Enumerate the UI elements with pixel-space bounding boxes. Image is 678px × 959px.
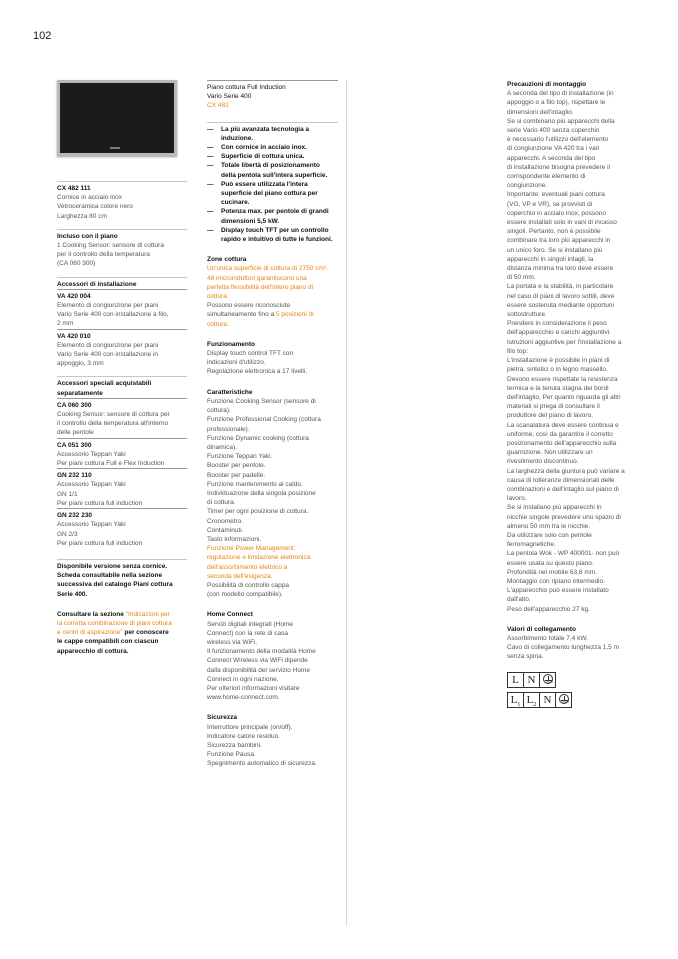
frameless-note: Disponibile versione senza cornice. Scheda consultabile nella sezione successiva del catalogo Piani cottura Serie 400.: [57, 562, 173, 598]
note-text: Consultare la sezione: [57, 610, 126, 618]
accessory-code: VA 420 004: [57, 292, 91, 300]
accessory-code: CA 051 300: [57, 441, 92, 449]
cooktop-image: [57, 80, 177, 156]
two-phase-symbol: $L_1$ $L_2$ N: [507, 692, 572, 708]
model-code: CX 482 111: [57, 185, 91, 192]
connection-text: Assorbimento totale 7,4 kW. Cavo di collegamento lunghezza 1,5 m senza spina.: [507, 634, 620, 661]
middle-column: [207, 80, 338, 769]
left-column: [57, 80, 187, 656]
operation-title: Funzionamento: [207, 340, 256, 348]
model-description: Cornice in acciaio inox Vetroceramica colore nero Larghezza 80 cm: [57, 194, 133, 220]
accessory-description: Accessorio Teppan Yaki GN 1/1 Per piani cottura full induction: [57, 481, 143, 507]
list-item: — Display touch TFT per un controllo rapido e intuitivo di tutte le funzioni.: [207, 226, 333, 244]
list-item: — Potenza max. per pentole di grandi dimensioni 5,5 kW.: [207, 208, 329, 225]
accessory-code: GN 232 230: [57, 512, 93, 520]
safety-title: Sicurezza: [207, 714, 237, 722]
zones-highlight: Un'unica superficie di cottura di 2750 cm². 48 microinduttori garantiscono una perfetta flessibilità dell'intero piano di cottura.: [207, 265, 328, 301]
home-connect-text: Servizi digitali integrati (Home Connect) con la rete di casa wireless via WiFi. Il funzionamento della modalità Home Connect Wireless via WiFi dipende dalla disponibilità del servizio Home Connect in ogni nazione. Per ulteriori informazioni visitare www.home-connect.com.: [207, 620, 316, 702]
note-text: per conoscere le cappe compatibili con ciascun apparecchio di cottura.: [57, 629, 169, 655]
page-number: 102: [33, 30, 52, 42]
power-management-highlight: Funzione Power Management: regolazione e limitazione elettronica dell'assorbimento elettrico a seconda dell'esigenza.: [207, 545, 311, 580]
accessory-description: Elemento di congiunzione per piani Vario Serie 400 con installazione a filo, 2 mm: [57, 302, 169, 328]
list-item: — Superficie di cottura unica.: [207, 153, 305, 161]
product-category: Piano cottura Full Induction: [207, 84, 286, 91]
features-title: Caratteristiche: [207, 388, 253, 396]
zones-text: Possono essere riconosciute simultaneamente fino a 5 posizioni di cottura.: [207, 302, 314, 328]
ground-icon: [543, 674, 553, 684]
zones-title: Zone cottura: [207, 256, 247, 264]
home-connect-title: Home Connect: [207, 611, 253, 619]
install-accessories-title: Accessori di installazione: [57, 280, 137, 288]
cooktop-control-mark: [110, 147, 120, 149]
right-column: [507, 80, 633, 708]
precautions-text: A seconda del tipo di installazione (in appoggio o a filo top), rispettare le dimensioni dell'intaglio. Se si combinano più apparecchi della serie Vario 400 senza coperchio è necessario l'utilizzo dell'elemento di congiunzione VA 420 tra i vari apparecchi. A seconda del tipo di installazione bisogna prevedere il corrispondente elemento di congiunzione. Importante: eventuali piani cottura (VG, VP e VR), se provvisti di coperchio in acciaio inox, possono essere installati solo in vani di incasso singoli. Pertanto, non è possibile combinare tra loro più apparecchi in un unico foro. Se si installano più apparecchi in singoli intagli, la distanza minima tra loro deve essere di 50 mm. La portata e la stabilità, in particolare nel caso di piani di lavoro sottili, deve essere sostenuta mediante opportuni sottostrutture. Prendere in considerazione il peso dell'apparecchio e carichi aggiuntivi. Istruzioni aggiuntive per l'installazione a filo top: L'installazione è possibile in piani di pietra, sintetici o in legno massello. Devono essere rispettate la resistenza termica e la tenuta stagna dei bordi dell'intaglio. Per quanto riguarda gli altri materiali si prega di consultare il produttore del piano di lavoro. La scanalatura deve essere continua e uniforme, così da garantire il corretto posizionamento dell'apparecchio sulla guarnizione. Non utilizzare un rivestimento discontinuo. La larghezza della giuntura può variare a causa di tolleranze dimensionali delle combinazioni e dell'intaglio sul piano di lavoro. Se si installano più apparecchi in nicchie singole prevedere uno spazio di almeno 50 mm tra le nicchie. Da utilizzare solo con pentole ferromagnetiche. La pentola Wok - WP 400001- non può essere usata su questo piano. Profondità nel mobile 63,6 mm. Montaggio con ripiano intermedio. L'apparecchio può essere installato dall'alto. Peso dell'apparecchio 27 kg.: [507, 90, 625, 613]
safety-text: Interruttore principale (on/off). Indicatore calore residuo. Sicurezza bambini. Funzione Pausa. Spegnimento automatico di sicurezza.: [207, 723, 317, 768]
operation-text: Display touch control TFT con indicazioni d'utilizzo. Regolazione elettronica a 17 livelli.: [207, 350, 308, 376]
accessory-description: Cooking Sensor: sensore di cottura per il controllo della temperatura all'interno delle pentole: [57, 411, 170, 437]
precautions-title: Precauzioni di montaggio: [507, 81, 587, 88]
accessory-description: Accessorio Teppan Yaki GN 2/3 Per piani cottura full induction: [57, 521, 143, 547]
features-text-2: Possibilità di controllo cappa (con modello compatibile).: [207, 581, 290, 599]
list-item: — La più avanzata tecnologia a induzione.: [207, 125, 310, 142]
list-item: — Totale libertà di posizionamento della pentola sull'intera superficie.: [207, 162, 328, 179]
accessory-code: CA 060 300: [57, 401, 92, 409]
note-link-text: "Indicazioni per la corretta combinazione di piani cottura e centri di aspirazione": [57, 610, 172, 637]
accessory-description: Elemento di congiunzione per piani Vario Serie 400 con installazione in appoggio, 3 mm: [57, 341, 159, 368]
accessory-code: VA 420 010: [57, 332, 91, 340]
connection-title: Valori di collegamento: [507, 625, 576, 633]
feature-list: [207, 125, 338, 245]
included-text: 1 Cooking Sensor: sensore di cottura per il controllo della temperatura (CA 060 300): [57, 242, 164, 268]
product-series: Vario Serie 400: [207, 93, 252, 101]
column-divider: [346, 80, 347, 926]
list-item: — Può essere utilizzata l'intera superficie del piano cottura per cucinare.: [207, 180, 318, 207]
included-title: Incluso con il piano: [57, 232, 118, 240]
list-item: — Con cornice in acciaio inox.: [207, 144, 307, 152]
special-accessories-title: Accessori speciali acquistabili separatamente: [57, 380, 152, 397]
accessory-description: Accessorio Teppan Yaki Per piani cottura Full e Flex Induction: [57, 450, 165, 468]
accessory-code: GN 232 110: [57, 472, 92, 480]
single-phase-symbol: L N: [507, 672, 556, 688]
ground-icon: [559, 694, 569, 704]
hood-compatibility-note: [57, 610, 187, 656]
product-model: CX 482: [207, 102, 229, 110]
features-text: Funzione Cooking Sensor (sensore di cottura). Funzione Professional Cooking (cottura professionale). Funzione Dynamic cooking (cottura dinamica). Funzione Teppan Yaki. Booster per pentole. Booster per padelle. Funzione mantenimento al caldo. Individuazione della singola posizione di cottura. Timer per ogni posizione di cottura. Cronometro. Contaminuti. Tasto informazioni.: [207, 397, 321, 543]
